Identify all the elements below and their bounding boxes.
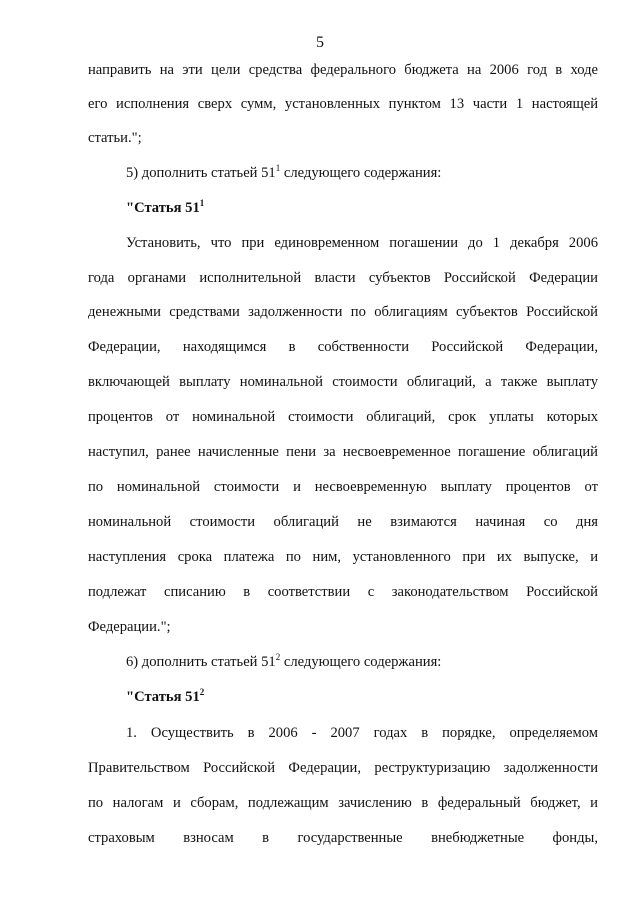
text-line: 1. Осуществить в 2006 - 2007 годах в порядке, определяемом [126, 725, 598, 741]
text-line: денежными средствами задолженности по облигациям субъектов Российской [88, 304, 598, 320]
text-line: года органами исполнительной власти субъектов Российской Федерации [88, 270, 598, 286]
article-heading [126, 687, 204, 707]
text-line: наступления срока платежа по ним, установленного при их выпуске, и [88, 549, 598, 565]
article-title: "Статья 51 [126, 200, 200, 216]
text-line: по налогам и сборам, подлежащим зачислению в федеральный бюджет, и [88, 795, 598, 811]
text-line: Правительством Российской Федерации, реструктуризацию задолженности [88, 760, 598, 776]
superscript: 2 [199, 687, 205, 698]
text-line: включающей выплату номинальной стоимости облигаций, а также выплату [88, 374, 598, 390]
text-line: номинальной стоимости облигаций не взимаются начиная со дня [88, 514, 598, 530]
text-line: Федерации."; [88, 619, 171, 635]
text-line: процентов от номинальной стоимости облигаций, срок уплаты которых [88, 409, 598, 425]
list-item-text: 6) дополнить статьей 51 [126, 654, 276, 670]
text-line: Федерации, находящимся в собственности Российской Федерации, [88, 339, 598, 355]
superscript: 1 [275, 163, 281, 174]
text-line: подлежат списанию в соответствии с законодательством Российской [88, 584, 598, 600]
list-item-text: следующего содержания: [280, 165, 442, 181]
list-item-text: 5) дополнить статьей 51 [126, 165, 276, 181]
list-item-heading [126, 652, 441, 672]
list-item-text: следующего содержания: [280, 654, 442, 670]
page-number: 5 [316, 34, 324, 51]
text-line: направить на эти цели средства федерального бюджета на 2006 год в ходе [88, 62, 598, 78]
list-item-heading [126, 163, 441, 183]
text-line: по номинальной стоимости и несвоевременную выплату процентов от [88, 479, 598, 495]
text-line: его исполнения сверх сумм, установленных пунктом 13 части 1 настоящей [88, 96, 598, 112]
superscript: 2 [275, 652, 281, 663]
article-title: "Статья 51 [126, 689, 200, 705]
text-line: статьи."; [88, 130, 142, 146]
text-line: Установить, что при единовременном погашении до 1 декабря 2006 [126, 235, 598, 251]
superscript: 1 [199, 198, 205, 209]
article-heading [126, 198, 204, 218]
text-line: страховым взносам в государственные внебюджетные фонды, [88, 830, 598, 846]
text-line: наступил, ранее начисленные пени за несвоевременное погашение облигаций [88, 444, 598, 460]
